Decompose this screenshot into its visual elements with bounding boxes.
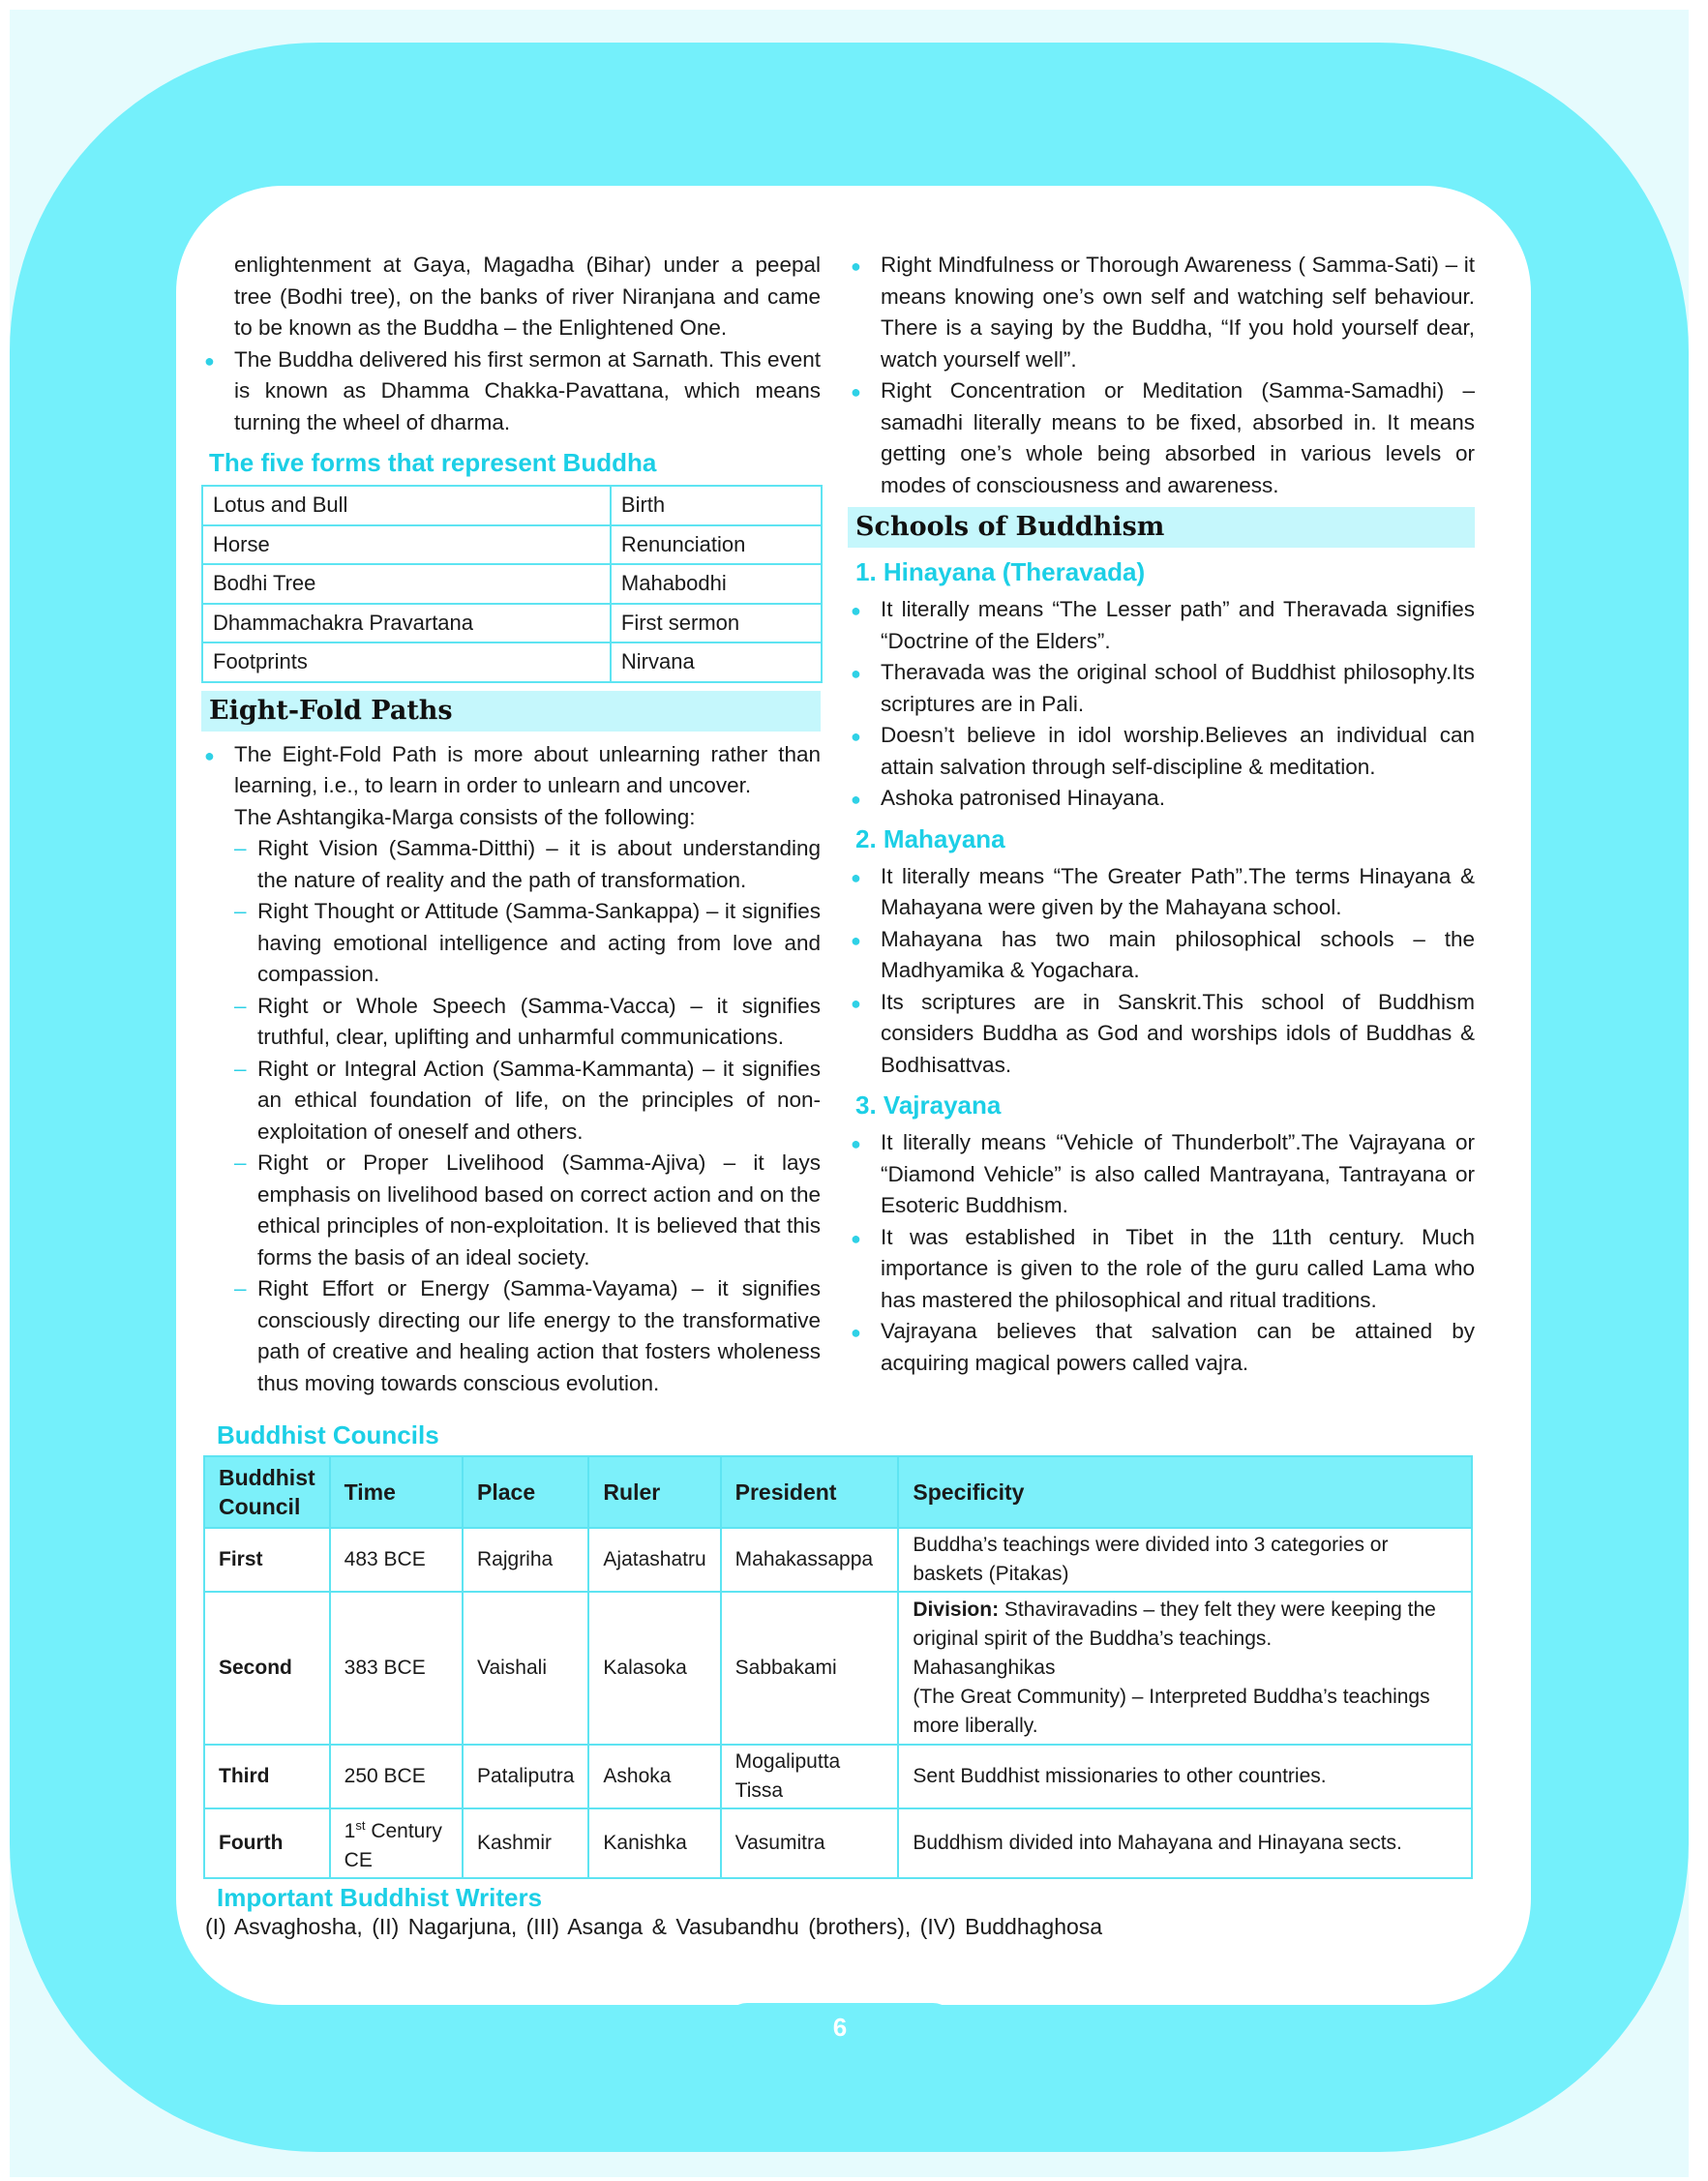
table-row [202, 642, 822, 682]
bullet-icon: ● [851, 1134, 861, 1153]
table-row [202, 486, 822, 525]
eightfold-item [201, 1273, 821, 1399]
specificity-text: Sent Buddhist missionaries to other countries. [913, 1765, 1327, 1787]
column-header: Time [330, 1456, 463, 1528]
time-cell [330, 1528, 463, 1592]
column-header: Ruler [588, 1456, 720, 1528]
dash-icon: – [234, 1150, 247, 1175]
bullet-text: It literally means “Vehicle of Thunderbolt”.The Vajrayana or “Diamond Vehicle” is also called Mantrayana, Tantrayana or Esoteric Buddhism. [881, 1130, 1475, 1217]
bullet-text: Theravada was the original school of Buddhist philosophy.Its scriptures are in Pali. [881, 660, 1475, 716]
buddhist-councils-table [203, 1455, 1473, 1879]
specificity-cell [898, 1808, 1472, 1878]
specificity-cell [898, 1528, 1472, 1592]
eightfold-item [201, 1054, 821, 1149]
school-title: 2. Mahayana [855, 823, 1005, 853]
specificity-text-2: Mahasanghikas [913, 1657, 1056, 1679]
time-text: Century CE [344, 1820, 442, 1871]
place-cell: Vaishali [463, 1592, 588, 1745]
bullet-text: Vajrayana believes that salvation can be attained by acquiring magical powers called vajra. [881, 1319, 1475, 1375]
eightfold-item [201, 833, 821, 896]
bullet-text: Mahayana has two main philosophical schools – the Madhyamika & Yogachara. [881, 926, 1475, 982]
time-number: 1 [344, 1820, 356, 1842]
division-label: Division: [913, 1598, 1000, 1621]
dash-icon: – [234, 1056, 247, 1081]
column-header: Place [463, 1456, 588, 1528]
item-text: Right or Whole Speech (Samma-Vacca) – it signifies truthful, clear, uplifting and unharmful communications. [257, 993, 821, 1049]
dash-icon: – [234, 993, 247, 1018]
time-text: 483 BCE [344, 1548, 426, 1570]
school-point [848, 1127, 1475, 1222]
bullet-icon: ● [851, 256, 861, 276]
event-cell: First sermon [611, 604, 822, 643]
time-cell [330, 1808, 463, 1878]
item-text: Right or Proper Livelihood (Samma-Ajiva) – it lays emphasis on livelihood based on correct action and on the ethical principles of non-exploitation. It is believed that this forms the basis of an ideal society. [257, 1150, 821, 1270]
school-point [848, 594, 1475, 657]
specificity-cell [898, 1592, 1472, 1745]
bullet-icon: ● [204, 745, 215, 765]
symbol-cell: Bodhi Tree [202, 564, 611, 604]
bullet-text: It literally means “The Lesser path” and Theravada signifies “Doctrine of the Elders”. [881, 597, 1475, 653]
table-row [202, 604, 822, 643]
time-cell [330, 1592, 463, 1745]
council-cell: Second [204, 1592, 330, 1745]
symbol-cell: Horse [202, 525, 611, 565]
school-point [848, 783, 1475, 815]
school-point [848, 987, 1475, 1082]
path-bullet [848, 375, 1475, 501]
column-header: President [721, 1456, 899, 1528]
bullet-text: Right Mindfulness or Thorough Awareness ( Samma-Sati) – it means knowing one’s own self and watching self behaviour. There is a saying by the Buddha, “If you hold yourself dear, watch yourself well”. [881, 253, 1475, 372]
bullet-icon: ● [851, 601, 861, 620]
specificity-cell [898, 1745, 1472, 1808]
column-header: Specificity [898, 1456, 1472, 1528]
item-text: Right Thought or Attitude (Samma-Sankappa) – it signifies having emotional intelligence and acting from love and compassion. [257, 899, 821, 986]
bullet-icon: ● [851, 867, 861, 887]
specificity-text: Buddhism divided into Mahayana and Hinayana sects. [913, 1832, 1402, 1854]
councils-heading: Buddhist Councils [217, 1420, 439, 1449]
bullet-icon: ● [851, 790, 861, 809]
symbol-cell: Lotus and Bull [202, 486, 611, 525]
president-cell: Mogaliputta Tissa [721, 1745, 899, 1808]
bullet-icon: ● [851, 1323, 861, 1342]
symbol-cell: Dhammachakra Pravartana [202, 604, 611, 643]
writers-list: (I) Asvaghosha, (II) Nagarjuna, (III) Asanga & Vasubandhu (brothers), (IV) Buddhaghosa [205, 1914, 1103, 1939]
bullet-text: Its scriptures are in Sanskrit.This school of Buddhism considers Buddha as God and worships idols of Buddhas & Bodhisattvas. [881, 989, 1475, 1077]
president-cell: Sabbakami [721, 1592, 899, 1745]
bullet-icon: ● [851, 382, 861, 402]
left-column [201, 250, 821, 1399]
item-text: Right or Integral Action (Samma-Kammanta) – it signifies an ethical foundation of life, on the principles of non-exploitation of oneself and others. [257, 1056, 821, 1144]
bullet-text: Doesn’t believe in idol worship.Believes an individual can attain salvation through self-discipline & meditation. [881, 723, 1475, 779]
specificity-text-3: (The Great Community) – Interpreted Buddha’s teachings more liberally. [913, 1686, 1430, 1737]
dash-icon: – [234, 1276, 247, 1300]
bullet-text: The Eight-Fold Path is more about unlearning rather than learning, i.e., to learn in order to unlearn and uncover. [234, 741, 821, 797]
page-number: 6 [726, 2003, 954, 2051]
school-point [848, 924, 1475, 987]
bullet-text: It was established in Tibet in the 11th century. Much importance is given to the role of the guru called Lama who has mastered the philosophical and ritual traditions. [881, 1224, 1475, 1312]
path-bullet [848, 250, 1475, 375]
table-row [202, 525, 822, 565]
time-text: 250 BCE [344, 1765, 426, 1787]
five-forms-table [201, 485, 823, 683]
eightfold-intro-bullet [201, 739, 821, 802]
school-title: 3. Vajrayana [855, 1090, 1002, 1120]
eightfold-heading: Eight-Fold Paths [201, 691, 821, 732]
council-cell: First [204, 1528, 330, 1592]
table-row [204, 1592, 1472, 1745]
place-cell: Kashmir [463, 1808, 588, 1878]
bullet-icon: ● [851, 930, 861, 950]
event-cell: Mahabodhi [611, 564, 822, 604]
symbol-cell: Footprints [202, 642, 611, 682]
dash-icon: – [234, 899, 247, 923]
school-point [848, 1316, 1475, 1379]
table-row [202, 564, 822, 604]
dash-icon: – [234, 836, 247, 860]
ruler-cell: Ashoka [588, 1745, 720, 1808]
eightfold-item [201, 1148, 821, 1273]
table-row [204, 1528, 1472, 1592]
eightfold-item [201, 991, 821, 1054]
bullet-icon: ● [851, 1228, 861, 1248]
president-cell: Vasumitra [721, 1808, 899, 1878]
table-row [204, 1808, 1472, 1878]
writers-heading: Important Buddhist Writers [217, 1883, 543, 1912]
table-header-row [204, 1456, 1472, 1528]
bullet-text: Right Concentration or Meditation (Samma-Samadhi) – samadhi literally means to be fixed, absorbed in. It means getting one’s whole being absorbed in various levels or modes of consciousness and awareness. [881, 378, 1475, 497]
place-cell: Pataliputra [463, 1745, 588, 1808]
president-cell: Mahakassappa [721, 1528, 899, 1592]
school-point [848, 1222, 1475, 1317]
table-row [204, 1745, 1472, 1808]
ruler-cell: Kalasoka [588, 1592, 720, 1745]
council-cell: Fourth [204, 1808, 330, 1878]
five-forms-heading: The five forms that represent Buddha [209, 448, 657, 477]
first-sermon-bullet [201, 344, 821, 439]
school-point [848, 657, 1475, 720]
right-column [848, 250, 1475, 1379]
ruler-cell: Ajatashatru [588, 1528, 720, 1592]
time-text: 383 BCE [344, 1657, 426, 1679]
time-suffix: st [355, 1818, 366, 1833]
school-point [848, 861, 1475, 924]
school-point [848, 720, 1475, 783]
event-cell: Renunciation [611, 525, 822, 565]
bullet-text: Ashoka patronised Hinayana. [881, 786, 1165, 810]
bullet-icon: ● [851, 664, 861, 683]
schools-heading: Schools of Buddhism [848, 507, 1475, 548]
eightfold-item [201, 896, 821, 991]
intro-continuation: enlightenment at Gaya, Magadha (Bihar) under a peepal tree (Bodhi tree), on the banks of river Niranjana and came to be known as the Buddha – the Enlightened One. [234, 253, 821, 340]
place-cell: Rajgriha [463, 1528, 588, 1592]
bullet-icon: ● [851, 993, 861, 1013]
event-cell: Nirvana [611, 642, 822, 682]
bullet-icon: ● [204, 350, 215, 371]
column-header: Buddhist Council [204, 1456, 330, 1528]
item-text: Right Effort or Energy (Samma-Vayama) – it signifies consciously directing our life energy to the transformative path of creative and healing action that fosters wholeness thus moving towards conscious evolution. [257, 1276, 821, 1395]
bullet-text: The Buddha delivered his first sermon at Sarnath. This event is known as Dhamma Chakka-Pavattana, which means turning the wheel of dharma. [234, 346, 821, 434]
council-cell: Third [204, 1745, 330, 1808]
event-cell: Birth [611, 486, 822, 525]
bullet-icon: ● [851, 727, 861, 746]
bullet-text: It literally means “The Greater Path”.The terms Hinayana & Mahayana were given by the Mahayana school. [881, 863, 1475, 919]
time-cell [330, 1745, 463, 1808]
ruler-cell: Kanishka [588, 1808, 720, 1878]
eightfold-consists: The Ashtangika-Marga consists of the following: [234, 804, 696, 829]
specificity-text: Sthaviravadins – they felt they were keeping the original spirit of the Buddha’s teachings. [913, 1598, 1436, 1650]
item-text: Right Vision (Samma-Ditthi) – it is about understanding the nature of reality and the path of transformation. [257, 836, 821, 892]
school-title: 1. Hinayana (Theravada) [855, 557, 1146, 586]
specificity-text: Buddha’s teachings were divided into 3 categories or baskets (Pitakas) [913, 1534, 1389, 1585]
